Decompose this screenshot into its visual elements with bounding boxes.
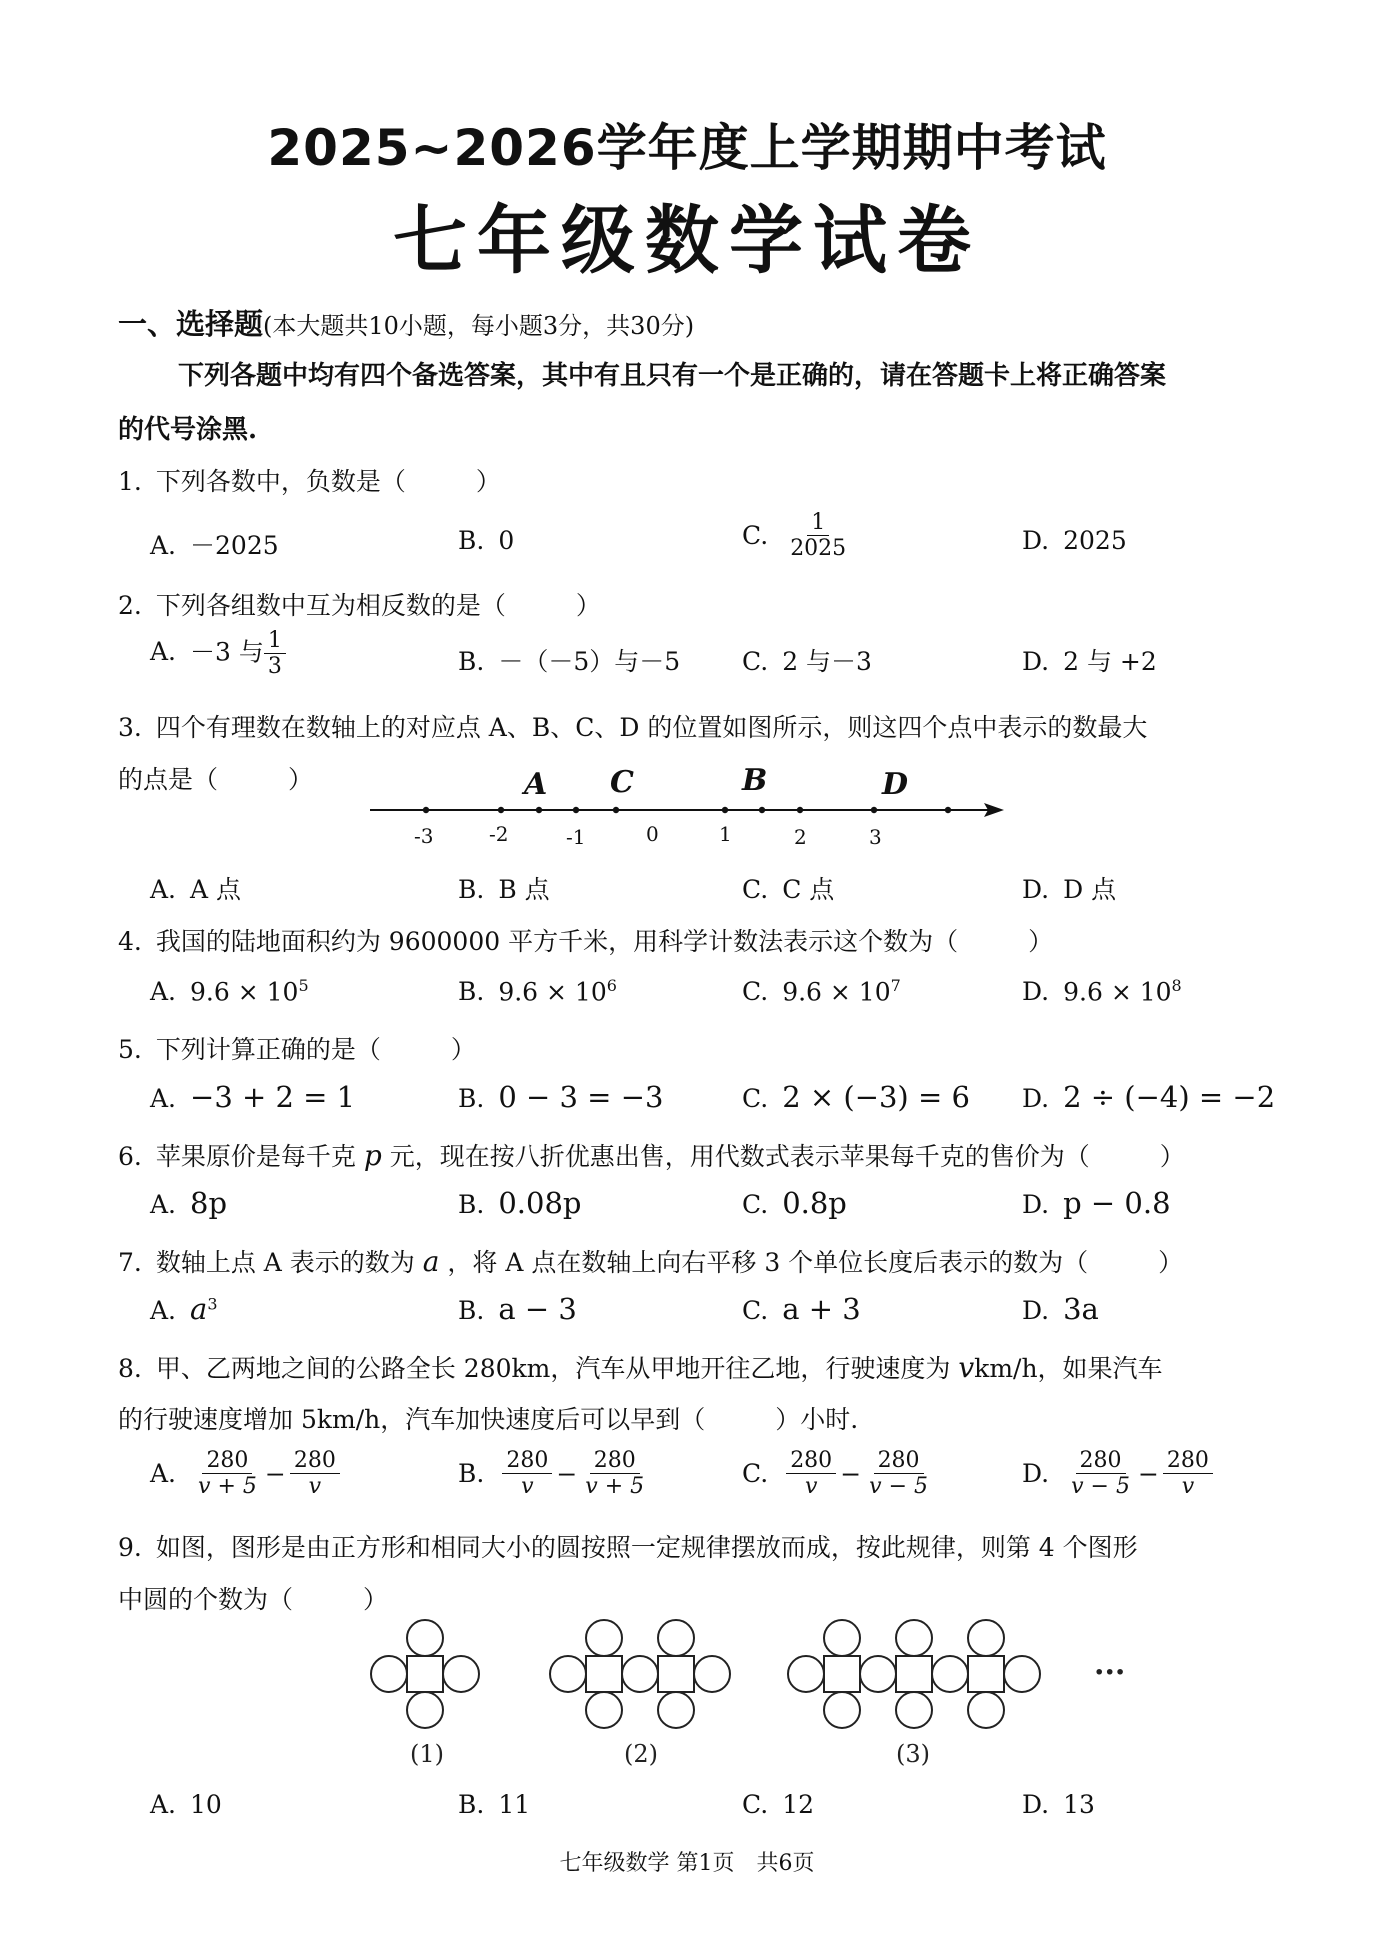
q1-option-a[interactable]: A. －2025 bbox=[150, 531, 279, 560]
q4-option-a[interactable]: A. $9.6 \times 10^5$ bbox=[150, 976, 309, 1007]
page-footer: 七年级数学 第1页 共6页 bbox=[559, 1851, 815, 1876]
question-6: 6. 苹果原价是每千克 p 元，现在按八折优惠出售，用代数式表示苹果每千克的售价为（ ） bbox=[118, 1139, 1185, 1172]
q3-option-c[interactable]: C. C 点 bbox=[742, 875, 835, 904]
instruction-line2: 的代号涂黑. bbox=[118, 415, 258, 445]
pattern-label-2: (2) bbox=[624, 1740, 658, 1768]
tick-label: -1 bbox=[566, 825, 586, 849]
q5-option-a[interactable]: A. −3 + 2 = 1 bbox=[150, 1080, 356, 1114]
q6-option-b[interactable]: B. 0.08p bbox=[458, 1186, 582, 1220]
question-4: 4. 我国的陆地面积约为 9600000 平方千米，用科学计数法表示这个数为（ ） bbox=[118, 927, 1054, 956]
q9-option-c[interactable]: C. 12 bbox=[742, 1790, 814, 1819]
tick-label: 3 bbox=[869, 825, 882, 849]
question-5: 5. 下列计算正确的是（ ） bbox=[118, 1035, 476, 1064]
exam-title: 2025~2026学年度上学期期中考试 bbox=[267, 119, 1107, 177]
point-label-b: B bbox=[742, 763, 768, 798]
pattern-ellipsis: ··· bbox=[1094, 1655, 1126, 1690]
q2-option-a[interactable]: A. －3 与 $\frac{1}{3}$ bbox=[150, 628, 290, 680]
q6-option-d[interactable]: D. p − 0.8 bbox=[1022, 1186, 1171, 1220]
pattern-label-3: (3) bbox=[896, 1740, 930, 1768]
point-label-d: D bbox=[882, 767, 909, 802]
q2-option-d[interactable]: D. 2 与 +2 bbox=[1022, 647, 1157, 676]
q8-option-b[interactable]: B. $\frac{280}{v}$ − $\frac{280}{v + 5}$ bbox=[458, 1448, 645, 1500]
q3-option-b[interactable]: B. B 点 bbox=[458, 875, 550, 904]
q7-option-a[interactable]: A. $a^3$ bbox=[150, 1292, 218, 1326]
q5-option-b[interactable]: B. 0 − 3 = −3 bbox=[458, 1080, 664, 1114]
q8-option-d[interactable]: D. $\frac{280}{v - 5}$ − $\frac{280}{v}$ bbox=[1022, 1448, 1217, 1500]
q9-option-a[interactable]: A. 10 bbox=[150, 1790, 222, 1819]
circle-pattern-figure bbox=[366, 1612, 1146, 1778]
tick-label: 0 bbox=[646, 822, 659, 846]
section-heading: 一、选择题(本大题共10小题，每小题3分，共30分) bbox=[118, 307, 695, 341]
question-3-line2: 的点是（ ） bbox=[118, 765, 314, 794]
tick-label: 1 bbox=[719, 822, 732, 846]
instruction: 下列各题中均有四个备选答案，其中有且只有一个是正确的，请在答题卡上将正确答案 bbox=[178, 361, 1167, 391]
q4-option-d[interactable]: D. $9.6 \times 10^8$ bbox=[1022, 976, 1182, 1007]
question-8-line2: 的行驶速度增加 5km/h，汽车加快速度后可以早到（ ）小时. bbox=[118, 1405, 859, 1434]
question-7: 7. 数轴上点 A 表示的数为 a ，将 A 点在数轴上向右平移 3 个单位长度后表示的数为（ ） bbox=[118, 1245, 1184, 1278]
question-2: 2. 下列各组数中互为相反数的是（ ） bbox=[118, 591, 601, 620]
q2-option-c[interactable]: C. 2 与－3 bbox=[742, 647, 872, 676]
tick-label: -2 bbox=[489, 822, 509, 846]
number-line-figure bbox=[364, 758, 1014, 854]
q3-option-d[interactable]: D. D 点 bbox=[1022, 875, 1117, 904]
q4-option-c[interactable]: C. $9.6 \times 10^7$ bbox=[742, 976, 901, 1007]
q9-option-b[interactable]: B. 11 bbox=[458, 1790, 531, 1819]
question-8: 8. 甲、乙两地之间的公路全长 280km，汽车从甲地开往乙地，行驶速度为 vkm/h，如果汽车 bbox=[118, 1351, 1163, 1384]
q5-option-c[interactable]: C. 2 × (−3) = 6 bbox=[742, 1080, 970, 1114]
q1-option-c[interactable]: C. $\frac{1}{2025}$ bbox=[742, 510, 847, 562]
q1-option-d[interactable]: D. 2025 bbox=[1022, 526, 1127, 555]
tick-label: 2 bbox=[794, 825, 807, 849]
tick-label: -3 bbox=[414, 824, 434, 848]
q7-option-b[interactable]: B. a − 3 bbox=[458, 1292, 577, 1326]
point-label-a: A bbox=[524, 767, 548, 802]
question-3: 3. 四个有理数在数轴上的对应点 A、B、C、D 的位置如图所示，则这四个点中表示的数最大 bbox=[118, 713, 1148, 742]
q6-option-c[interactable]: C. 0.8p bbox=[742, 1186, 847, 1220]
q4-option-b[interactable]: B. $9.6 \times 10^6$ bbox=[458, 976, 617, 1007]
q6-option-a[interactable]: A. 8p bbox=[150, 1186, 228, 1220]
question-9-line2: 中圆的个数为（ ） bbox=[118, 1585, 389, 1614]
question-9: 9. 如图，图形是由正方形和相同大小的圆按照一定规律摆放而成，按此规律，则第 4 个图形 bbox=[118, 1533, 1138, 1562]
q2-option-b[interactable]: B. －（－5）与－5 bbox=[458, 647, 681, 676]
q8-option-a[interactable]: A. $\frac{280}{v + 5}$ − $\frac{280}{v}$ bbox=[150, 1448, 344, 1500]
q3-option-a[interactable]: A. A 点 bbox=[150, 875, 242, 904]
q7-option-d[interactable]: D. 3a bbox=[1022, 1292, 1099, 1326]
q9-option-d[interactable]: D. 13 bbox=[1022, 1790, 1095, 1819]
question-1: 1. 下列各数中，负数是（ ） bbox=[118, 467, 501, 496]
q5-option-d[interactable]: D. 2 ÷ (−4) = −2 bbox=[1022, 1080, 1276, 1114]
q1-option-b[interactable]: B. 0 bbox=[458, 526, 515, 555]
q8-option-c[interactable]: C. $\frac{280}{v}$ − $\frac{280}{v - 5}$ bbox=[742, 1448, 928, 1500]
point-label-c: C bbox=[610, 765, 634, 800]
pattern-label-1: (1) bbox=[410, 1740, 444, 1768]
exam-subtitle: 七年级数学试卷 bbox=[393, 198, 981, 284]
q7-option-c[interactable]: C. a + 3 bbox=[742, 1292, 861, 1326]
